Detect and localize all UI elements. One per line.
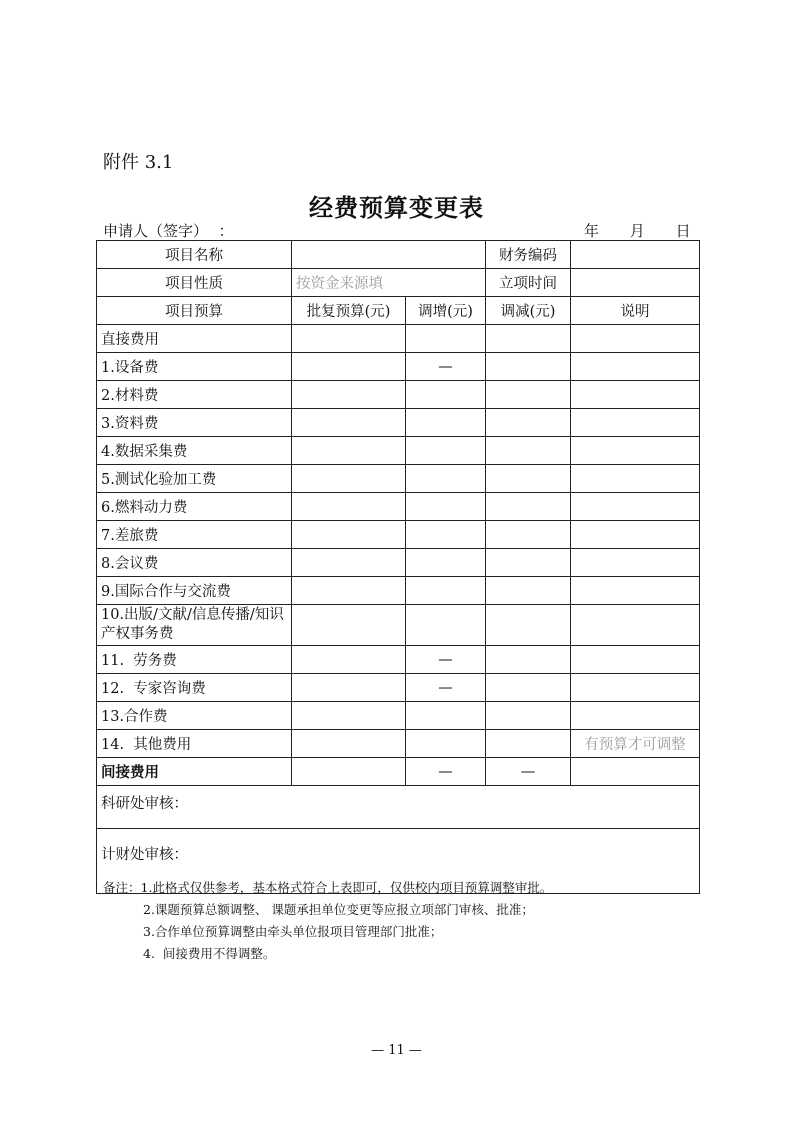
row-label: 12. 专家咨询费	[97, 674, 292, 702]
note-cell[interactable]	[571, 493, 700, 521]
project-name-value[interactable]	[292, 241, 486, 269]
applicant-line	[103, 220, 234, 241]
note-1: 备注：1.此格式仅供参考，基本格式符合上表即可，仅供校内项目预算调整审批。	[103, 880, 553, 895]
header-budget-item: 项目预算	[97, 297, 292, 325]
header-decrease: 调减(元)	[486, 297, 571, 325]
budget-change-table	[96, 240, 700, 894]
table-row	[97, 353, 700, 381]
table-row	[97, 674, 700, 702]
decrease-cell[interactable]	[486, 577, 571, 605]
decrease-cell[interactable]	[486, 646, 571, 674]
approved-cell[interactable]	[292, 549, 406, 577]
decrease-cell[interactable]	[486, 549, 571, 577]
table-row	[97, 549, 700, 577]
increase-cell[interactable]	[406, 549, 486, 577]
increase-cell[interactable]	[406, 730, 486, 758]
project-name-row	[97, 241, 700, 269]
note-cell[interactable]	[571, 381, 700, 409]
approved-cell[interactable]	[292, 674, 406, 702]
approved-cell[interactable]	[292, 437, 406, 465]
note-cell[interactable]	[571, 521, 700, 549]
table-row	[97, 646, 700, 674]
approved-cell[interactable]	[292, 409, 406, 437]
date-line	[584, 220, 691, 241]
note-cell[interactable]	[571, 353, 700, 381]
increase-cell[interactable]: —	[406, 674, 486, 702]
note-3: 3.合作单位预算调整由牵头单位报项目管理部门批准；	[143, 924, 443, 939]
row-label: 11. 劳务费	[97, 646, 292, 674]
approved-cell[interactable]	[292, 465, 406, 493]
finance-review-field[interactable]: 计财处审核：	[97, 829, 700, 894]
approved-cell[interactable]	[292, 702, 406, 730]
approved-cell[interactable]	[292, 730, 406, 758]
table-row	[97, 577, 700, 605]
approved-cell[interactable]	[292, 493, 406, 521]
note-cell[interactable]	[571, 702, 700, 730]
decrease-cell[interactable]	[486, 437, 571, 465]
decrease-cell[interactable]	[486, 325, 571, 353]
increase-cell[interactable]	[406, 521, 486, 549]
note-cell[interactable]	[571, 465, 700, 493]
finance-code-value[interactable]	[571, 241, 700, 269]
approved-cell[interactable]	[292, 758, 406, 786]
increase-cell[interactable]	[406, 325, 486, 353]
row-label: 7.差旅费	[97, 521, 292, 549]
month-label: 月	[629, 222, 645, 240]
increase-cell[interactable]: —	[406, 353, 486, 381]
table-row	[97, 409, 700, 437]
project-name-label: 项目名称	[97, 241, 292, 269]
decrease-cell[interactable]	[486, 674, 571, 702]
row-label: 2.材料费	[97, 381, 292, 409]
year-label: 年	[584, 222, 600, 240]
row-label: 6.燃料动力费	[97, 493, 292, 521]
note-cell[interactable]	[571, 437, 700, 465]
approved-cell[interactable]	[292, 381, 406, 409]
approved-cell[interactable]	[292, 325, 406, 353]
note-cell[interactable]	[571, 646, 700, 674]
increase-cell[interactable]	[406, 381, 486, 409]
approved-cell[interactable]	[292, 521, 406, 549]
research-review-row	[97, 786, 700, 829]
approved-cell[interactable]	[292, 353, 406, 381]
increase-cell[interactable]	[406, 702, 486, 730]
increase-cell[interactable]	[406, 437, 486, 465]
note-2: 2.课题预算总额调整、 课题承担单位变更等应报立项部门审核、批准；	[143, 902, 534, 917]
approval-time-label: 立项时间	[486, 269, 571, 297]
decrease-cell[interactable]	[486, 702, 571, 730]
row-label: 5.测试化验加工费	[97, 465, 292, 493]
approved-cell[interactable]	[292, 577, 406, 605]
applicant-label: 申请人（签字）	[103, 222, 201, 240]
decrease-cell[interactable]	[486, 409, 571, 437]
header-note: 说明	[571, 297, 700, 325]
decrease-cell[interactable]	[486, 605, 571, 646]
table-row	[97, 437, 700, 465]
decrease-cell[interactable]	[486, 381, 571, 409]
notes-block	[103, 877, 552, 965]
increase-cell[interactable]: —	[406, 758, 486, 786]
note-cell[interactable]	[571, 549, 700, 577]
increase-cell[interactable]	[406, 577, 486, 605]
row-label: 3.资料费	[97, 409, 292, 437]
note-cell[interactable]	[571, 577, 700, 605]
note-cell[interactable]	[571, 409, 700, 437]
approval-time-value[interactable]	[571, 269, 700, 297]
increase-cell[interactable]: —	[406, 646, 486, 674]
research-review-field[interactable]: 科研处审核：	[97, 786, 700, 829]
decrease-cell[interactable]	[486, 493, 571, 521]
finance-code-label: 财务编码	[486, 241, 571, 269]
note-cell[interactable]	[571, 605, 700, 646]
increase-cell[interactable]	[406, 409, 486, 437]
row-label: 8.会议费	[97, 549, 292, 577]
applicant-colon: ：	[218, 222, 234, 240]
row-label: 直接费用	[97, 325, 292, 353]
approved-cell[interactable]	[292, 605, 406, 646]
note-cell[interactable]: 有预算才可调整	[571, 730, 700, 758]
table-row	[97, 325, 700, 353]
decrease-cell[interactable]: —	[486, 758, 571, 786]
decrease-cell[interactable]	[486, 353, 571, 381]
table-row	[97, 465, 700, 493]
project-nature-value[interactable]: 按资金来源填	[292, 269, 486, 297]
project-nature-label: 项目性质	[97, 269, 292, 297]
row-label: 4.数据采集费	[97, 437, 292, 465]
increase-cell[interactable]	[406, 465, 486, 493]
row-label: 13.合作费	[97, 702, 292, 730]
table-row	[97, 381, 700, 409]
table-row	[97, 702, 700, 730]
column-header-row	[97, 297, 700, 325]
approved-cell[interactable]	[292, 646, 406, 674]
decrease-cell[interactable]	[486, 465, 571, 493]
page-title: 经费预算变更表	[309, 194, 484, 222]
table-row	[97, 758, 700, 786]
note-4: 4. 间接费用不得调整。	[143, 946, 276, 961]
page-number: — 11 —	[371, 1043, 422, 1058]
day-label: 日	[675, 222, 691, 240]
row-label: 10.出版/文献/信息传播/知识产权事务费	[97, 605, 292, 646]
table-row	[97, 521, 700, 549]
row-label: 1.设备费	[97, 353, 292, 381]
project-nature-row	[97, 269, 700, 297]
row-label: 9.国际合作与交流费	[97, 577, 292, 605]
increase-cell[interactable]	[406, 493, 486, 521]
attachment-label: 附件 3.1	[103, 152, 174, 173]
table-row	[97, 493, 700, 521]
table-row	[97, 605, 700, 646]
increase-cell[interactable]	[406, 605, 486, 646]
note-cell[interactable]	[571, 325, 700, 353]
table-row	[97, 730, 700, 758]
decrease-cell[interactable]	[486, 521, 571, 549]
note-cell[interactable]	[571, 758, 700, 786]
row-label: 14. 其他费用	[97, 730, 292, 758]
row-label: 间接费用	[97, 758, 292, 786]
header-increase: 调增(元)	[406, 297, 486, 325]
decrease-cell[interactable]	[486, 730, 571, 758]
header-approved-budget: 批复预算(元)	[292, 297, 406, 325]
note-cell[interactable]	[571, 674, 700, 702]
